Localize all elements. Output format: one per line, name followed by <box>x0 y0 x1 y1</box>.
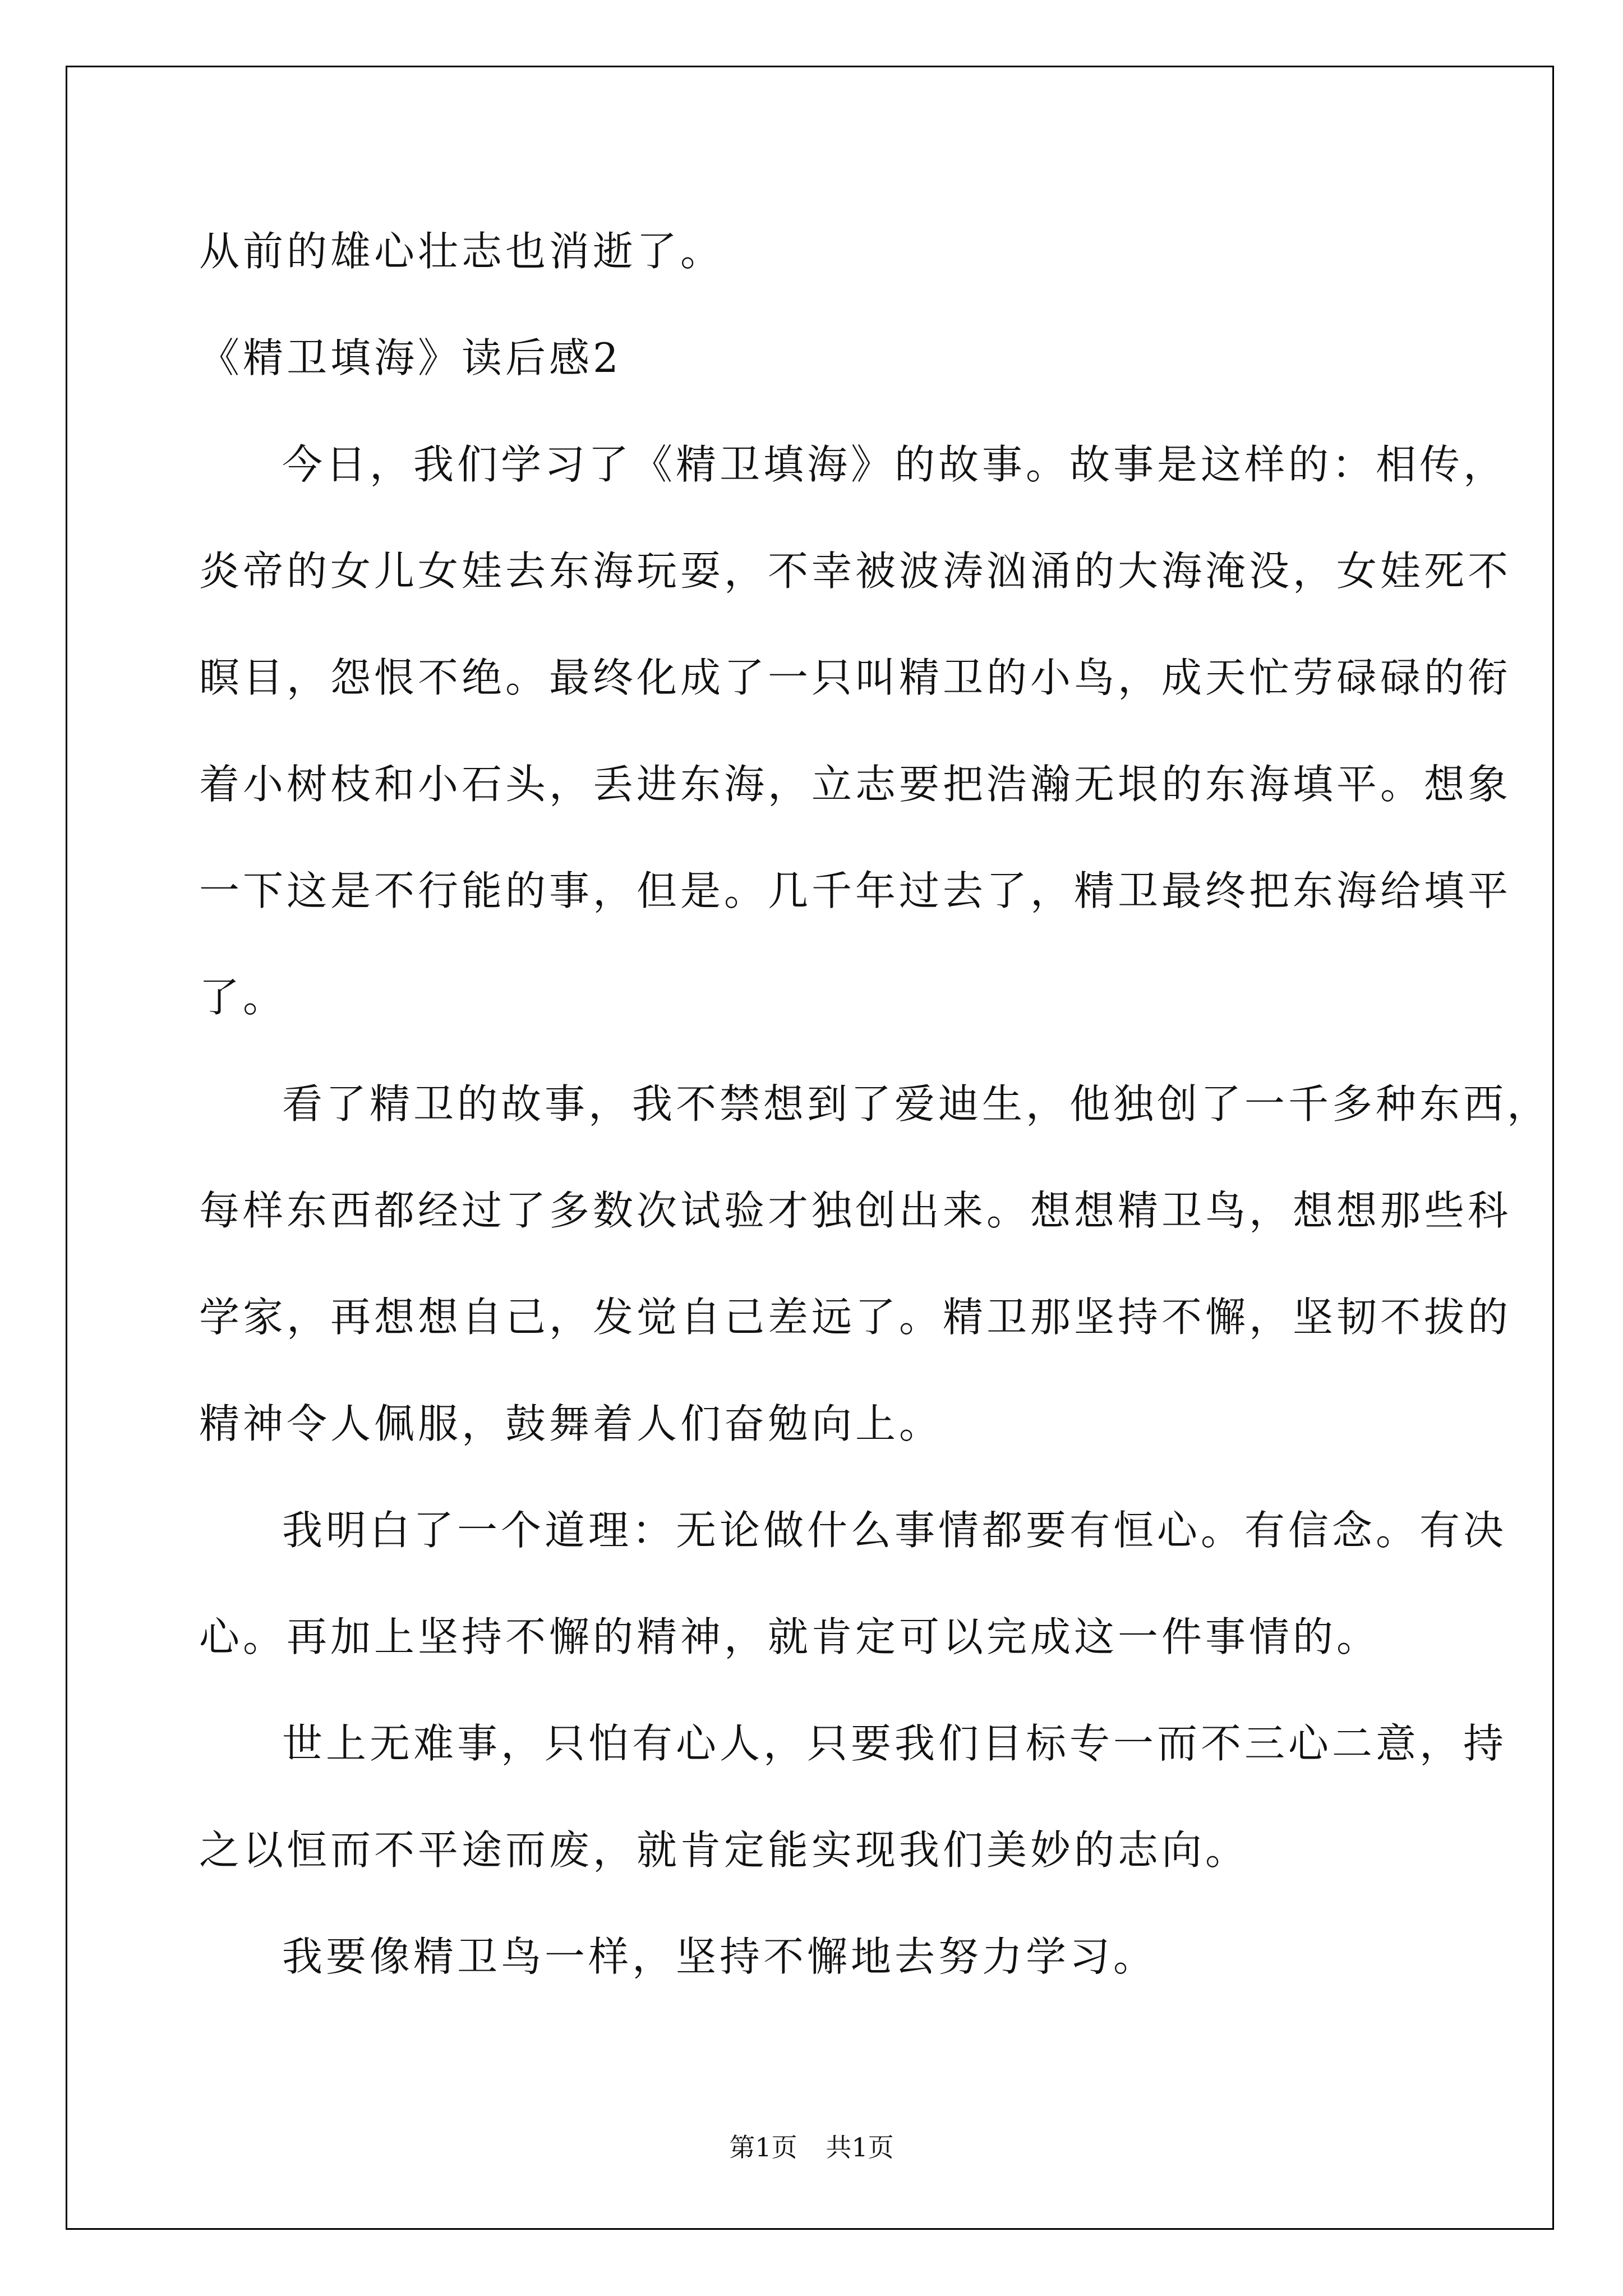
text-line: 炎帝的女儿女娃去东海玩耍，不幸被波涛汹涌的大海淹没，女娃死不 <box>199 547 1512 595</box>
text-line: 之以恒而不平途而废，就肯定能实现我们美妙的志向。 <box>199 1826 1249 1874</box>
text-line: 每样东西都经过了多数次试验才独创出来。想想精卫鸟，想想那些科 <box>199 1187 1512 1234</box>
text-line: 世上无难事，只怕有心人，只要我们目标专一而不三心二意，持 <box>282 1720 1507 1767</box>
page-number: 第1页 <box>729 2132 797 2162</box>
section-heading: 《精卫填海》读后感2 <box>199 334 622 381</box>
text-line: 一下这是不行能的事，但是。几千年过去了，精卫最终把东海给填平 <box>199 867 1512 914</box>
page-border <box>66 66 1554 2230</box>
text-line: 学家，再想想自己，发觉自己差远了。精卫那坚持不懈，坚韧不拔的 <box>199 1294 1512 1341</box>
text-line: 今日，我们学习了《精卫填海》的故事。故事是这样的：相传， <box>282 441 1507 488</box>
text-line: 我要像精卫鸟一样，坚持不懈地去努力学习。 <box>282 1933 1158 1980</box>
text-line: 瞑目，怨恨不绝。最终化成了一只叫精卫的小鸟，成天忙劳碌碌的衔 <box>199 654 1512 701</box>
page-footer <box>0 2127 1623 2164</box>
text-line: 心。再加上坚持不懈的精神，就肯定可以完成这一件事情的。 <box>199 1613 1381 1660</box>
text-line: 了。 <box>199 974 287 1021</box>
text-line: 精神令人佩服，鼓舞着人们奋勉向上。 <box>199 1400 943 1447</box>
text-line: 看了精卫的故事，我不禁想到了爱迪生，他独创了一千多种东西， <box>282 1080 1551 1128</box>
text-line: 我明白了一个道理：无论做什么事情都要有恒心。有信念。有决 <box>282 1507 1507 1554</box>
text-line: 从前的雄心壮志也消逝了。 <box>199 228 725 275</box>
text-line: 着小树枝和小石头，丢进东海，立志要把浩瀚无垠的东海填平。想象 <box>199 761 1512 808</box>
page-total: 共1页 <box>826 2132 894 2162</box>
